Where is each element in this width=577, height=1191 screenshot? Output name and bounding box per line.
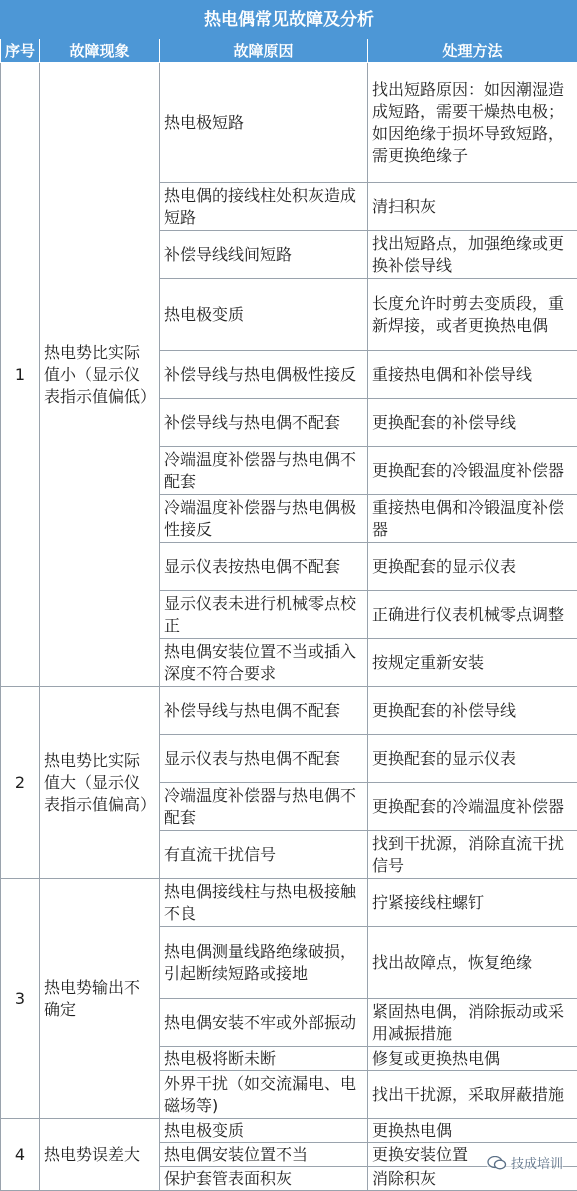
- cause-cell: 热电极变质: [160, 279, 368, 351]
- col-header-method: 处理方法: [368, 39, 577, 63]
- watermark-text: 技成培训: [511, 1153, 563, 1172]
- method-cell: 更换安装位置: [368, 1143, 577, 1167]
- col-header-cause: 故障原因: [160, 39, 368, 63]
- method-cell: 修复或更换热电偶: [368, 1047, 577, 1071]
- method-cell: 重接热电偶和补偿导线: [368, 351, 577, 399]
- method-cell: 正确进行仪表机械零点调整: [368, 591, 577, 639]
- method-cell: 找出短路点，加强绝缘或更换补偿导线: [368, 231, 577, 279]
- title-row: [1, 1, 577, 39]
- phenomenon-cell: 热电势比实际值小（显示仪表指示值偏低）: [40, 63, 160, 687]
- col-header-seq: 序号: [1, 39, 40, 63]
- seq-cell: 4: [1, 1119, 40, 1191]
- cause-cell: 热电偶安装位置不当或插入深度不符合要求: [160, 639, 368, 687]
- cause-cell: 冷端温度补偿器与热电偶不配套: [160, 783, 368, 831]
- seq-cell: 3: [1, 879, 40, 1119]
- cause-cell: 有直流干扰信号: [160, 831, 368, 879]
- method-cell: 更换配套的补偿导线: [368, 399, 577, 447]
- table-row: [1, 63, 577, 183]
- method-cell: 按规定重新安装: [368, 639, 577, 687]
- phenomenon-cell: 热电势输出不确定: [40, 879, 160, 1119]
- cause-cell: 保护套管表面积灰: [160, 1167, 368, 1191]
- cause-cell: 热电极将断未断: [160, 1047, 368, 1071]
- method-cell: 消除积灰: [368, 1167, 577, 1191]
- cause-cell: 显示仪表与热电偶不配套: [160, 735, 368, 783]
- cause-cell: 显示仪表未进行机械零点校正: [160, 591, 368, 639]
- method-cell: 紧固热电偶，消除振动或采用减振措施: [368, 999, 577, 1047]
- method-cell: 清扫积灰: [368, 183, 577, 231]
- cause-cell: 热电偶安装不牢或外部振动: [160, 999, 368, 1047]
- cause-cell: 热电偶测量线路绝缘破损，引起断续短路或接地: [160, 927, 368, 999]
- method-cell: 重接热电偶和冷锻温度补偿器: [368, 495, 577, 543]
- table-row: [1, 687, 577, 735]
- method-cell: 长度允许时剪去变质段，重新焊接，或者更换热电偶: [368, 279, 577, 351]
- cause-cell: 热电偶的接线柱处积灰造成短路: [160, 183, 368, 231]
- cause-cell: 冷端温度补偿器与热电偶极性接反: [160, 495, 368, 543]
- method-cell: 找出故障点，恢复绝缘: [368, 927, 577, 999]
- col-header-phenomenon: 故障现象: [40, 39, 160, 63]
- method-cell: 拧紧接线柱螺钉: [368, 879, 577, 927]
- method-cell: 更换配套的冷锻温度补偿器: [368, 447, 577, 495]
- cause-cell: 外界干扰（如交流漏电、电磁场等): [160, 1071, 368, 1119]
- cause-cell: 补偿导线与热电偶不配套: [160, 399, 368, 447]
- method-cell: 更换配套的显示仪表: [368, 735, 577, 783]
- wechat-bubble-icon: [487, 1156, 507, 1170]
- method-cell: 更换配套的显示仪表: [368, 543, 577, 591]
- method-cell: 找出干扰源，采取屏蔽措施: [368, 1071, 577, 1119]
- cause-cell: 显示仪表按热电偶不配套: [160, 543, 368, 591]
- method-cell: 更换配套的冷端温度补偿器: [368, 783, 577, 831]
- table-row: [1, 879, 577, 927]
- cause-cell: 热电偶接线柱与热电极接触不良: [160, 879, 368, 927]
- method-cell: 找到干扰源，消除直流干扰信号: [368, 831, 577, 879]
- method-cell: 找出短路原因：如因潮湿造成短路，需要干燥热电极；如因绝缘于损坏导致短路，需更换绝缘子: [368, 63, 577, 183]
- phenomenon-cell: 热电势比实际值大（显示仪表指示值偏高）: [40, 687, 160, 879]
- cause-cell: 热电极变质: [160, 1119, 368, 1143]
- phenomenon-cell: 热电势误差大: [40, 1119, 160, 1191]
- table-row: [1, 1119, 577, 1143]
- cause-cell: 冷端温度补偿器与热电偶不配套: [160, 447, 368, 495]
- header-row: [1, 39, 577, 63]
- cause-cell: 补偿导线与热电偶极性接反: [160, 351, 368, 399]
- cause-cell: 补偿导线与热电偶不配套: [160, 687, 368, 735]
- watermark: [487, 1153, 563, 1172]
- method-cell: 更换配套的补偿导线: [368, 687, 577, 735]
- cause-cell: 补偿导线线间短路: [160, 231, 368, 279]
- cause-cell: 热电极短路: [160, 63, 368, 183]
- method-cell: 更换热电偶: [368, 1119, 577, 1143]
- table-title: 热电偶常见故障及分析: [1, 1, 577, 39]
- seq-cell: 1: [1, 63, 40, 687]
- seq-cell: 2: [1, 687, 40, 879]
- cause-cell: 热电偶安装位置不当: [160, 1143, 368, 1167]
